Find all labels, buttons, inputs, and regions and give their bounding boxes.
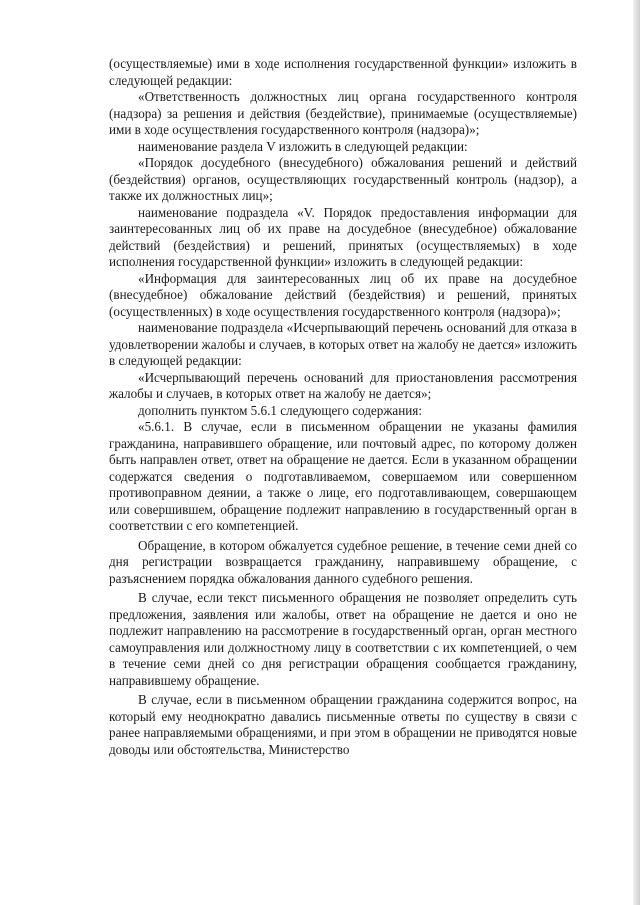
paragraph-clause-5-6-1: «5.6.1. В случае, если в письменном обращении не указаны фамилия гражданина, направившего обращение, или почтовый адрес, по которому должен быть направлен ответ, ответ на обращение не дается. Если в указанном обращении содержатся сведения о подготавливаемом, совершаемом или совершенном противоправном деянии, а также о лице, его подготавливающем, совершающем или совершившем, обращение подлежит направлению в государственный орган в соответствии с его компетенцией. xyxy=(109,419,577,533)
paragraph-unreadable-text: В случае, если текст письменного обращения не позволяет определить суть предложения, заявления или жалобы, ответ на обращение не дается и оно не подлежит направлению на рассмотрение в государственный орган, орган местного самоуправления или должностному лицу в соответствии с их компетенцией, о чем в течение семи дней со дня регистрации обращения сообщается гражданину, направившему обращение. xyxy=(109,590,577,688)
paragraph-court-decision: Обращение, в котором обжалуется судебное решение, в течение семи дней со дня регистрации возвращается гражданину, направившему обращение, с разъяснением порядка обжалования данного судебного решения. xyxy=(109,537,577,586)
paragraph-section-v-title-quote: «Порядок досудебного (внесудебного) обжалования решений и действий (бездействия) органов, осуществляющих государственный контроль (надзор), а также их должностных лиц»; xyxy=(109,155,577,203)
scan-edge-shadow xyxy=(633,0,640,905)
paragraph-continuation: (осуществляемые) ими в ходе исполнения государственной функции» изложить в следующей редакции: xyxy=(109,56,577,88)
paragraph-subsection-information-instruction: наименование подраздела «V. Порядок предоставления информации для заинтересованных лиц об их праве на досудебное (внесудебное) обжалование действий (бездействия) и решений, принятых (осуществляемых) в ходе исполнения государственной функции» изложить в следующей редакции: xyxy=(109,204,577,269)
paragraph-subsection-suspension-quote: «Исчерпывающий перечень оснований для приостановления рассмотрения жалобы и случаев, в которых ответ на жалобу не дается»; xyxy=(109,369,577,401)
paragraph-section-v-instruction: наименование раздела V изложить в следующей редакции: xyxy=(138,138,468,154)
paragraph-add-clause-instruction: дополнить пунктом 5.6.1 следующего содержания: xyxy=(138,402,423,418)
document-body xyxy=(109,56,577,758)
paragraph-responsibility-heading-quote: «Ответственность должностных лиц органа государственного контроля (надзора) за решения и действия (бездействие), принимаемые (осуществляемые) ими в ходе осуществления государственного контроля (надзора)»; xyxy=(109,89,577,137)
paragraph-subsection-information-quote: «Информация для заинтересованных лиц об их праве на досудебное (внесудебное) обжалование действий (бездействия) и решений, принятых (осуществленных) в ходе осуществления государственного контроля (надзора)»; xyxy=(109,270,577,319)
paragraph-repeated-question: В случае, если в письменном обращении гражданина содержится вопрос, на который ему неоднократно давались письменные ответы по существу в связи с ранее направляемыми обращениями, и при этом в обращении не приводятся новые доводы или обстоятельства, Министерство xyxy=(109,692,577,757)
paragraph-subsection-refusal-instruction: наименование подраздела «Исчерпывающий перечень оснований для отказа в удовлетворении жалобы и случаев, в которых ответ на жалобу не дается» изложить в следующей редакции: xyxy=(109,320,577,368)
